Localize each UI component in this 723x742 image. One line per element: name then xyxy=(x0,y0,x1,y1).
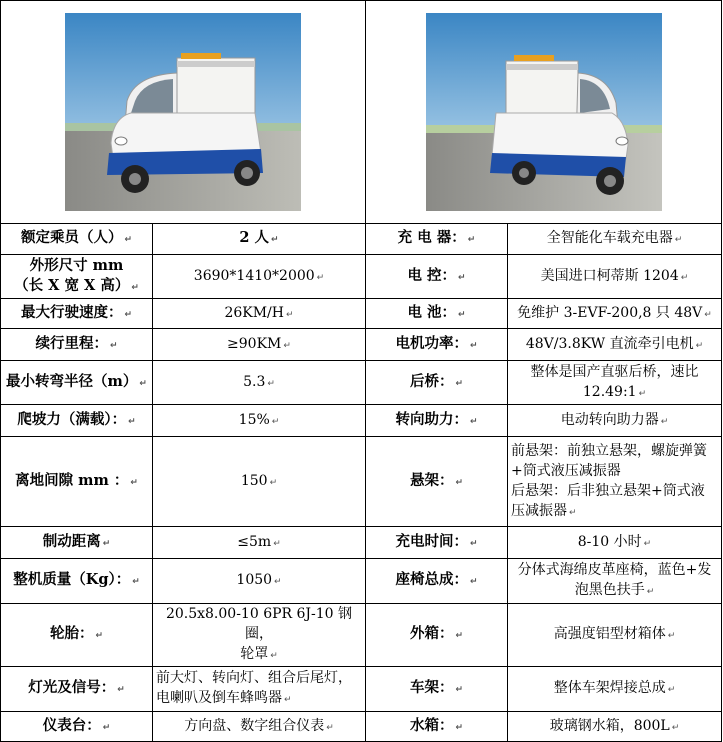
photo-cell-left xyxy=(1,1,366,224)
spec-value: 前悬架：前独立悬架，螺旋弹簧 +筒式液压减振器 后悬架：后非独立悬架+筒式液 压减振器 ↵ xyxy=(508,437,722,527)
spec-label: 灯光及信号： ↵ xyxy=(1,667,153,712)
vehicle-photo-left xyxy=(65,13,301,211)
spec-label: 整机质量（Kg）： ↵ xyxy=(1,559,153,604)
spec-label: 悬架： ↵ xyxy=(366,437,508,527)
spec-label: 额定乘员（人） ↵ xyxy=(1,224,153,255)
spec-value: 15% ↵ xyxy=(153,405,366,437)
spec-value: 26KM/H ↵ xyxy=(153,299,366,329)
spec-label: 后桥： ↵ xyxy=(366,361,508,405)
spec-value: 分体式海绵皮革座椅，蓝色+发 泡黑色扶手 ↵ xyxy=(508,559,722,604)
spec-label: 座椅总成： ↵ xyxy=(366,559,508,604)
spec-value: 150 ↵ xyxy=(153,437,366,527)
spec-row xyxy=(1,559,722,604)
spec-label: 外形尺寸 mm （长 X 宽 X 高） ↵ xyxy=(1,255,153,299)
spec-value: 方向盘、数字组合仪表 ↵ xyxy=(153,712,366,742)
photo-row xyxy=(1,1,722,224)
spec-label: 充电时间： ↵ xyxy=(366,527,508,559)
spec-value: 高强度铝型材箱体 ↵ xyxy=(508,604,722,667)
spec-label: 最小转弯半径（m） ↵ xyxy=(1,361,153,405)
spec-label: 制动距离 ↵ xyxy=(1,527,153,559)
spec-value: ≥90KM ↵ xyxy=(153,329,366,361)
spec-value: 48V/3.8KW 直流牵引电机 ↵ xyxy=(508,329,722,361)
spec-row xyxy=(1,361,722,405)
spec-value: 免维护 3-EVF-200,8 只 48V ↵ xyxy=(508,299,722,329)
vehicle-photo-right xyxy=(426,13,662,211)
spec-label: 转向助力： ↵ xyxy=(366,405,508,437)
spec-label: 轮胎： ↵ xyxy=(1,604,153,667)
spec-label: 离地间隙 mm ： ↵ xyxy=(1,437,153,527)
spec-label: 最大行驶速度： ↵ xyxy=(1,299,153,329)
spec-value: 全智能化车载充电器 ↵ xyxy=(508,224,722,255)
spec-value: 20.5x8.00-10 6PR 6J-10 钢圈， 轮罩 ↵ xyxy=(153,604,366,667)
spec-value: 玻璃钢水箱，800L ↵ xyxy=(508,712,722,742)
spec-row xyxy=(1,299,722,329)
spec-row xyxy=(1,255,722,299)
photo-cell-right xyxy=(366,1,722,224)
spec-value: 8-10 小时 ↵ xyxy=(508,527,722,559)
spec-value: 前大灯、转向灯、组合后尾灯， 电喇叭及倒车蜂鸣器 ↵ xyxy=(153,667,366,712)
spec-label: 电 池： ↵ xyxy=(366,299,508,329)
spec-label: 车架： ↵ xyxy=(366,667,508,712)
spec-row xyxy=(1,667,722,712)
spec-value: 2 人 ↵ xyxy=(153,224,366,255)
spec-row xyxy=(1,604,722,667)
spec-value: 电动转向助力器 ↵ xyxy=(508,405,722,437)
spec-value: 3690*1410*2000 ↵ xyxy=(153,255,366,299)
spec-value: 整体是国产直驱后桥，速比 12.49:1 ↵ xyxy=(508,361,722,405)
spec-label: 续行里程： ↵ xyxy=(1,329,153,361)
spec-label: 电 控： ↵ xyxy=(366,255,508,299)
spec-row xyxy=(1,329,722,361)
spec-value: 美国进口柯蒂斯 1204 ↵ xyxy=(508,255,722,299)
spec-value: 整体车架焊接总成 ↵ xyxy=(508,667,722,712)
spec-row xyxy=(1,405,722,437)
spec-row xyxy=(1,224,722,255)
spec-label: 电机功率： ↵ xyxy=(366,329,508,361)
spec-value: ≤5m ↵ xyxy=(153,527,366,559)
spec-row xyxy=(1,527,722,559)
spec-row xyxy=(1,712,722,742)
spec-label: 充 电 器： ↵ xyxy=(366,224,508,255)
spec-label: 外箱： ↵ xyxy=(366,604,508,667)
spec-label: 仪表台： ↵ xyxy=(1,712,153,742)
spec-value: 1050 ↵ xyxy=(153,559,366,604)
spec-label: 爬坡力（满载）： ↵ xyxy=(1,405,153,437)
spec-label: 水箱： ↵ xyxy=(366,712,508,742)
spec-value: 5.3 ↵ xyxy=(153,361,366,405)
spec-row xyxy=(1,437,722,527)
